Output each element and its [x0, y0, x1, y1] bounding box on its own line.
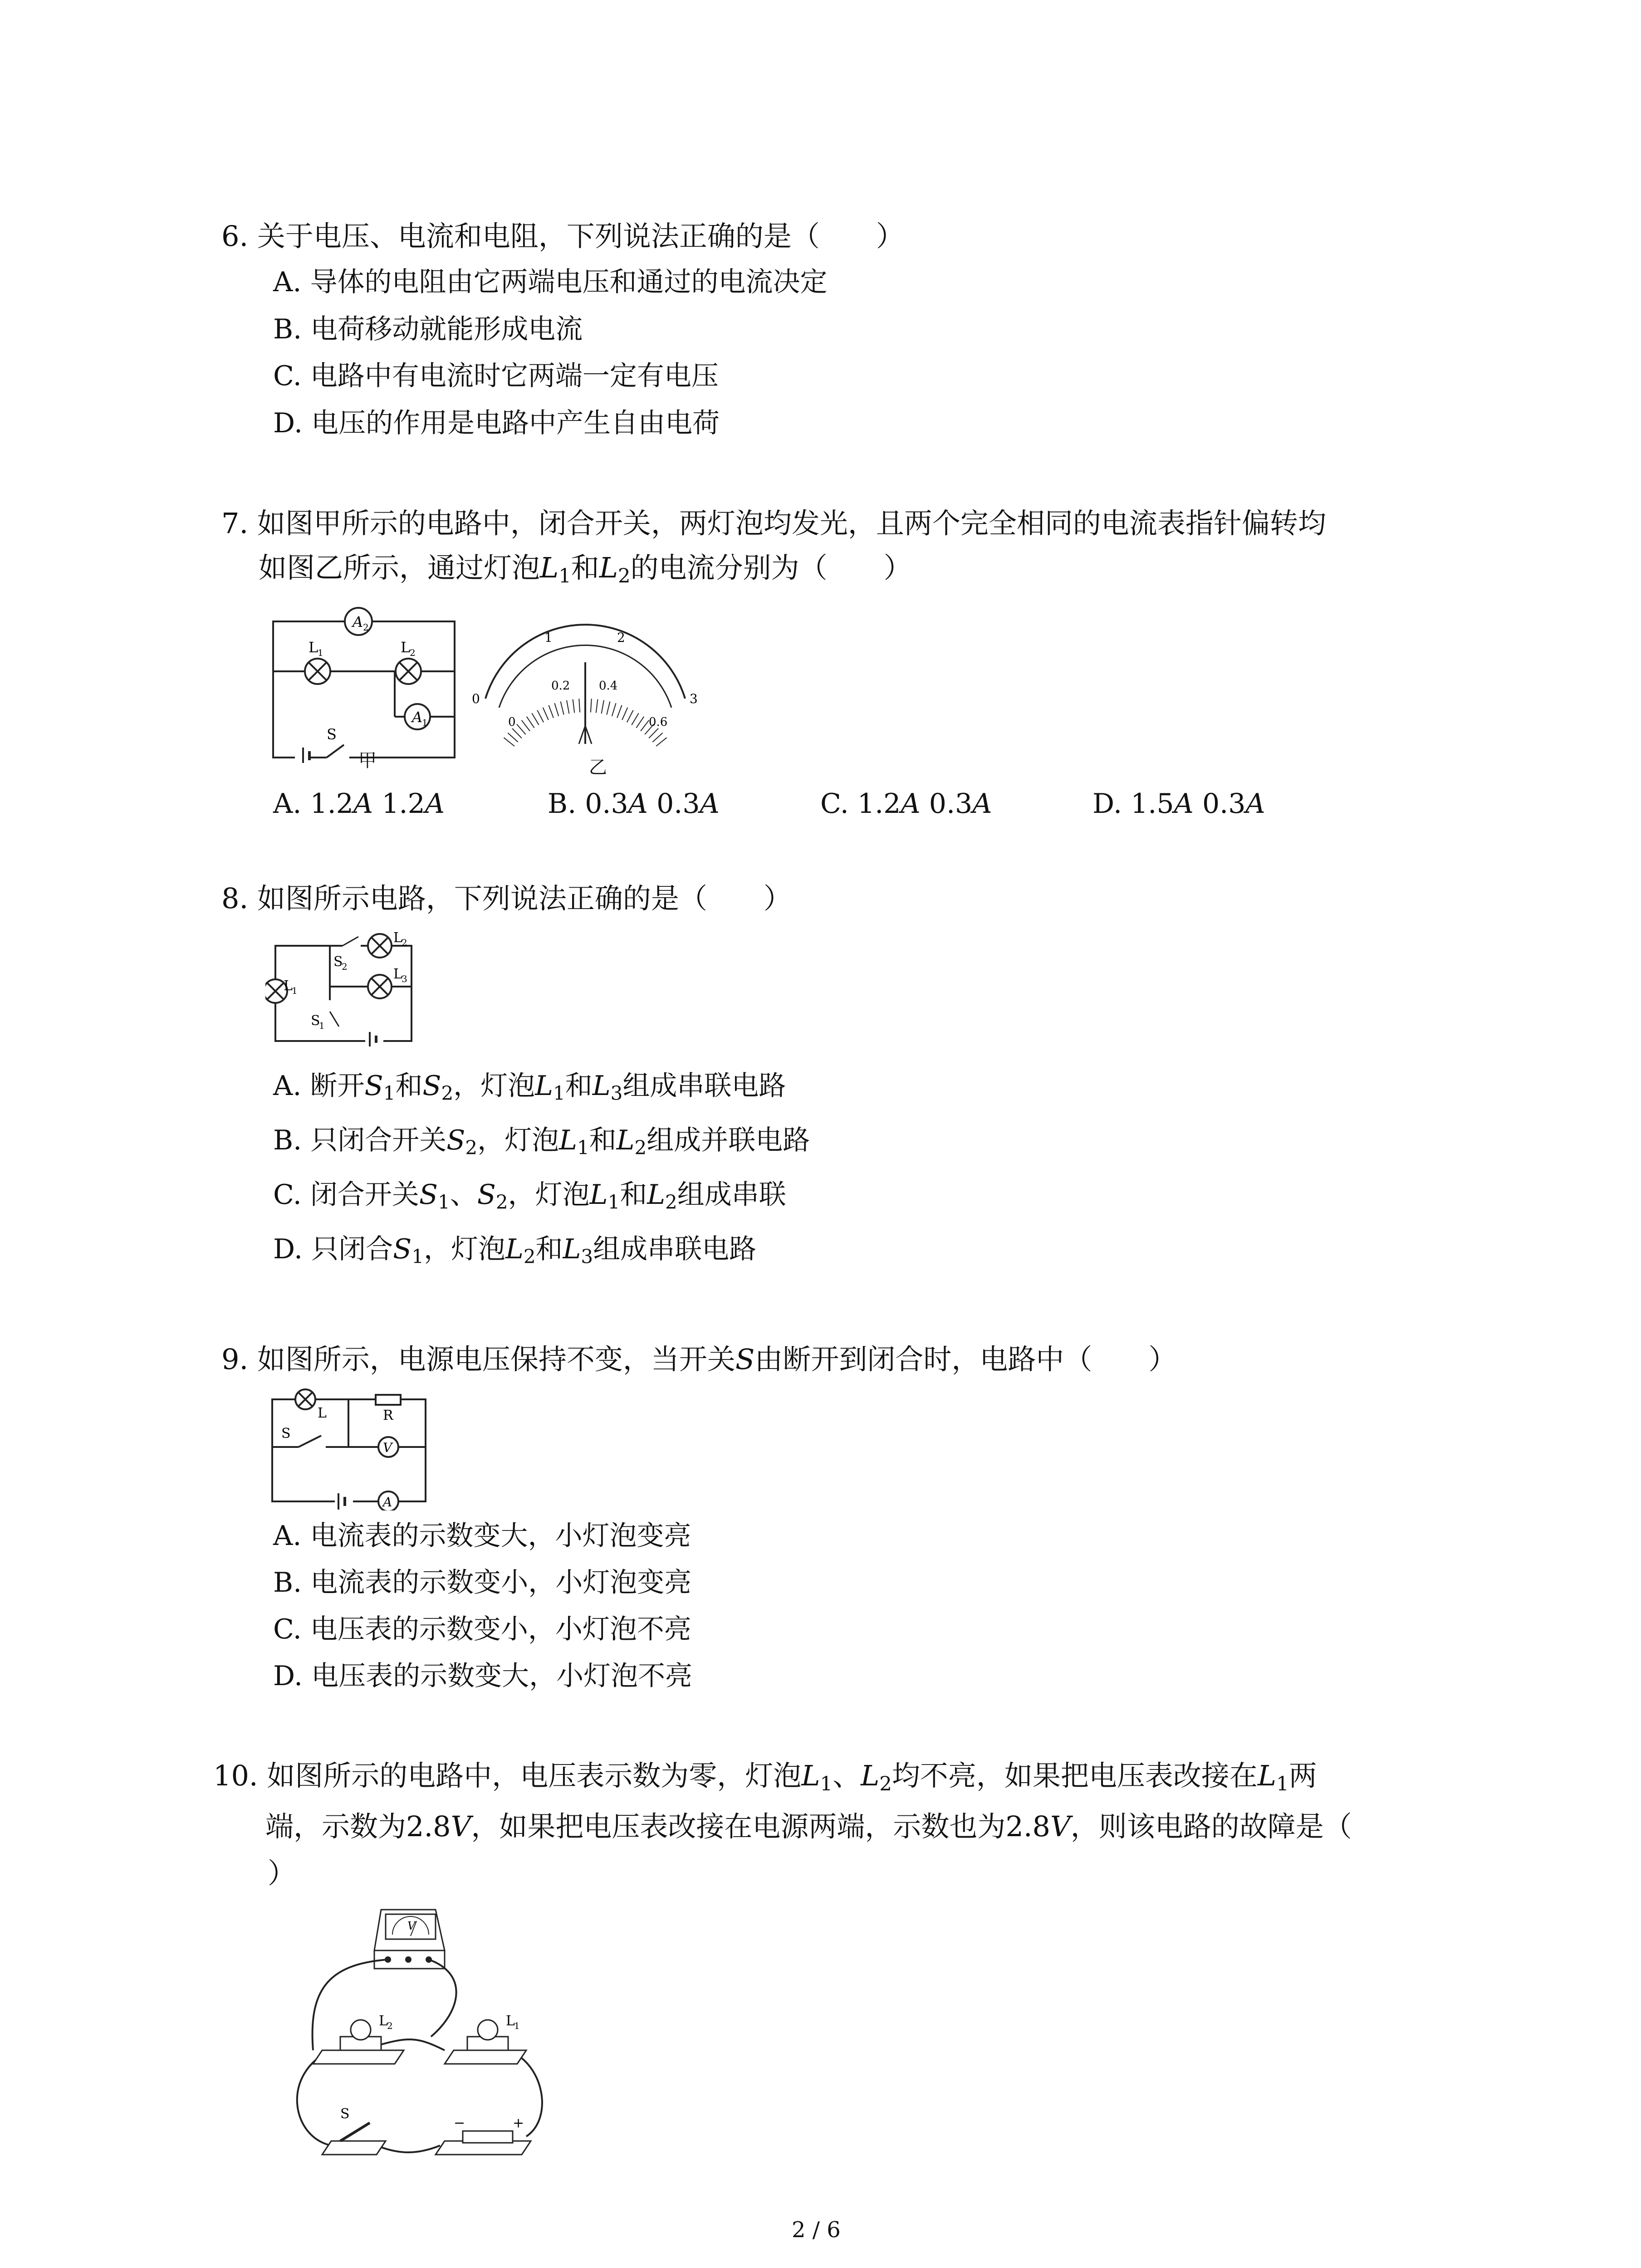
dial-tick [561, 702, 564, 715]
svg-text:0.4: 0.4 [599, 679, 618, 693]
dial-tick [632, 713, 638, 725]
svg-text:0.6: 0.6 [649, 715, 668, 729]
q9-option-c: C. 电压表的示数变小，小灯泡不亮 [273, 1613, 691, 1645]
q8-label-l1: L [284, 978, 293, 994]
q7-stem-line1: 7. 如图甲所示的电路中，闭合开关，两灯泡均发光，且两个完全相同的电流表指针偏转均 [221, 507, 1326, 540]
q10-label-minus: − [454, 2115, 465, 2131]
q8-option-c: C. 闭合开关$S_1$、$S_2$，灯泡$L_1$和$L_2$组成串联 [273, 1179, 786, 1213]
q9-label-l: L [318, 1405, 327, 1421]
dial-tick [512, 728, 522, 738]
svg-text:2: 2 [363, 622, 369, 633]
q10-stem-line3: ） [268, 1857, 296, 1890]
dial-tick [602, 700, 604, 714]
q6-option-d: D. 电压的作用是电路中产生自由电荷 [273, 407, 720, 439]
svg-text:2: 2 [402, 937, 407, 948]
dial-tick [641, 720, 649, 731]
q7-option-a: A. 1.2A 1.2A [273, 788, 445, 820]
svg-text:2: 2 [410, 647, 416, 658]
q8-label-l3: L [393, 966, 402, 982]
q9-label-s: S [281, 1426, 291, 1442]
q10-label-s: S [340, 2106, 350, 2122]
q10-label-l1: L [506, 2013, 515, 2029]
dial-tick [649, 728, 658, 738]
q9-stem: 9. 如图所示，电源电压保持不变，当开关S由断开到闭合时，电路中（ ） [221, 1343, 1177, 1376]
q7-meter-figure [467, 621, 703, 748]
svg-text:0: 0 [508, 715, 516, 729]
dial-tick [617, 705, 622, 718]
dial-tick [543, 708, 549, 720]
dial-tick [627, 710, 633, 723]
dial-tick [504, 738, 514, 746]
q10-stem-line1: 10. 如图所示的电路中，电压表示数为零，灯泡$L_1$、$L_2$均不亮，如果把电压表改接在$L_1$两 [213, 1759, 1317, 1795]
svg-text:1: 1 [422, 717, 428, 728]
svg-text:3: 3 [402, 973, 407, 984]
svg-text:1: 1 [544, 630, 553, 645]
dial-tick [527, 717, 534, 728]
q8-label-l2: L [393, 930, 402, 946]
q9-option-a: A. 电流表的示数变大，小灯泡变亮 [273, 1520, 691, 1552]
svg-text:1: 1 [318, 647, 323, 658]
q9-label-v: V [383, 1440, 392, 1455]
q9-label-a: A [383, 1495, 392, 1510]
q10-label-v: V [407, 1920, 416, 1932]
svg-text:2: 2 [342, 961, 348, 972]
q9-circuit-figure [267, 1388, 430, 1510]
q7-label-l1: L [309, 639, 318, 656]
dial-tick [554, 703, 558, 716]
q6-option-a: A. 导体的电阻由它两端电压和通过的电流决定 [273, 266, 828, 298]
dial-tick [652, 733, 662, 742]
q8-option-b: B. 只闭合开关$S_2$，灯泡$L_1$和$L_2$组成并联电路 [273, 1124, 810, 1159]
q9-label-r: R [383, 1408, 393, 1423]
q9-option-b: B. 电流表的示数变小，小灯泡变亮 [273, 1567, 692, 1598]
svg-text:1: 1 [319, 1020, 325, 1031]
q7-label-a2: A [353, 613, 363, 631]
dial-tick [579, 699, 580, 712]
dial-tick [612, 703, 616, 716]
q9-option-d: D. 电压表的示数变大，小灯泡不亮 [273, 1660, 693, 1692]
svg-text:1: 1 [292, 985, 298, 996]
dial-tick [517, 724, 526, 735]
dial-tick [567, 700, 569, 714]
dial-tick [622, 708, 627, 720]
q7-option-c: C. 1.2A 0.3A [820, 788, 992, 820]
q7-stem-line2: 如图乙所示，通过灯泡$L_1$和$L_2$的电流分别为（ ） [259, 551, 912, 587]
q7-circuit-figure [268, 603, 458, 767]
svg-text:1: 1 [514, 2020, 520, 2031]
svg-text:2: 2 [387, 2020, 393, 2031]
dial-tick [522, 720, 530, 731]
svg-text:3: 3 [690, 691, 698, 706]
q7-fig-label-yi: 乙 [589, 757, 607, 778]
q7-option-b: B. 0.3A 0.3A [548, 788, 720, 820]
dial-tick [596, 699, 598, 713]
q6-stem: 6. 关于电压、电流和电阻，下列说法正确的是（ ） [221, 220, 904, 253]
dial-tick [532, 713, 539, 725]
q8-stem: 8. 如图所示电路，下列说法正确的是（ ） [221, 882, 792, 915]
q8-label-s1: S [311, 1013, 320, 1029]
q10-circuit-figure [272, 1901, 572, 2164]
dial-tick [537, 710, 544, 723]
svg-text:0.2: 0.2 [551, 679, 570, 693]
svg-text:2: 2 [617, 630, 625, 645]
page-number: 2 / 6 [792, 2217, 841, 2243]
q7-label-s: S [327, 726, 337, 743]
q8-option-a: A. 断开$S_1$和$S_2$，灯泡$L_1$和$L_3$组成串联电路 [273, 1070, 786, 1105]
dial-tick [591, 699, 592, 712]
q8-circuit-figure [265, 923, 420, 1050]
q8-option-d: D. 只闭合$S_1$，灯泡$L_2$和$L_3$组成串联电路 [273, 1233, 757, 1268]
dial-tick [508, 733, 518, 742]
svg-text:0: 0 [472, 691, 480, 706]
dial-tick [549, 705, 554, 718]
q7-label-a1: A [412, 709, 423, 726]
dial-tick [607, 702, 610, 715]
q10-stem-line2: 端，示数为2.8V，如果把电压表改接在电源两端，示数也为2.8V，则该电路的故障是（ [265, 1810, 1352, 1843]
dial-tick [636, 717, 644, 728]
q7-option-d: D. 1.5A 0.3A [1092, 788, 1265, 820]
q7-fig-label-jia: 甲 [358, 750, 377, 771]
dial-tick [573, 699, 575, 713]
q6-option-c: C. 电路中有电流时它两端一定有电压 [273, 360, 719, 392]
q10-label-plus: + [513, 2115, 524, 2131]
q6-option-b: B. 电荷移动就能形成电流 [273, 313, 583, 345]
dial-tick [656, 738, 666, 746]
q8-label-s2: S [333, 954, 343, 970]
q10-label-l2: L [379, 2013, 388, 2029]
q7-label-l2: L [401, 639, 411, 656]
